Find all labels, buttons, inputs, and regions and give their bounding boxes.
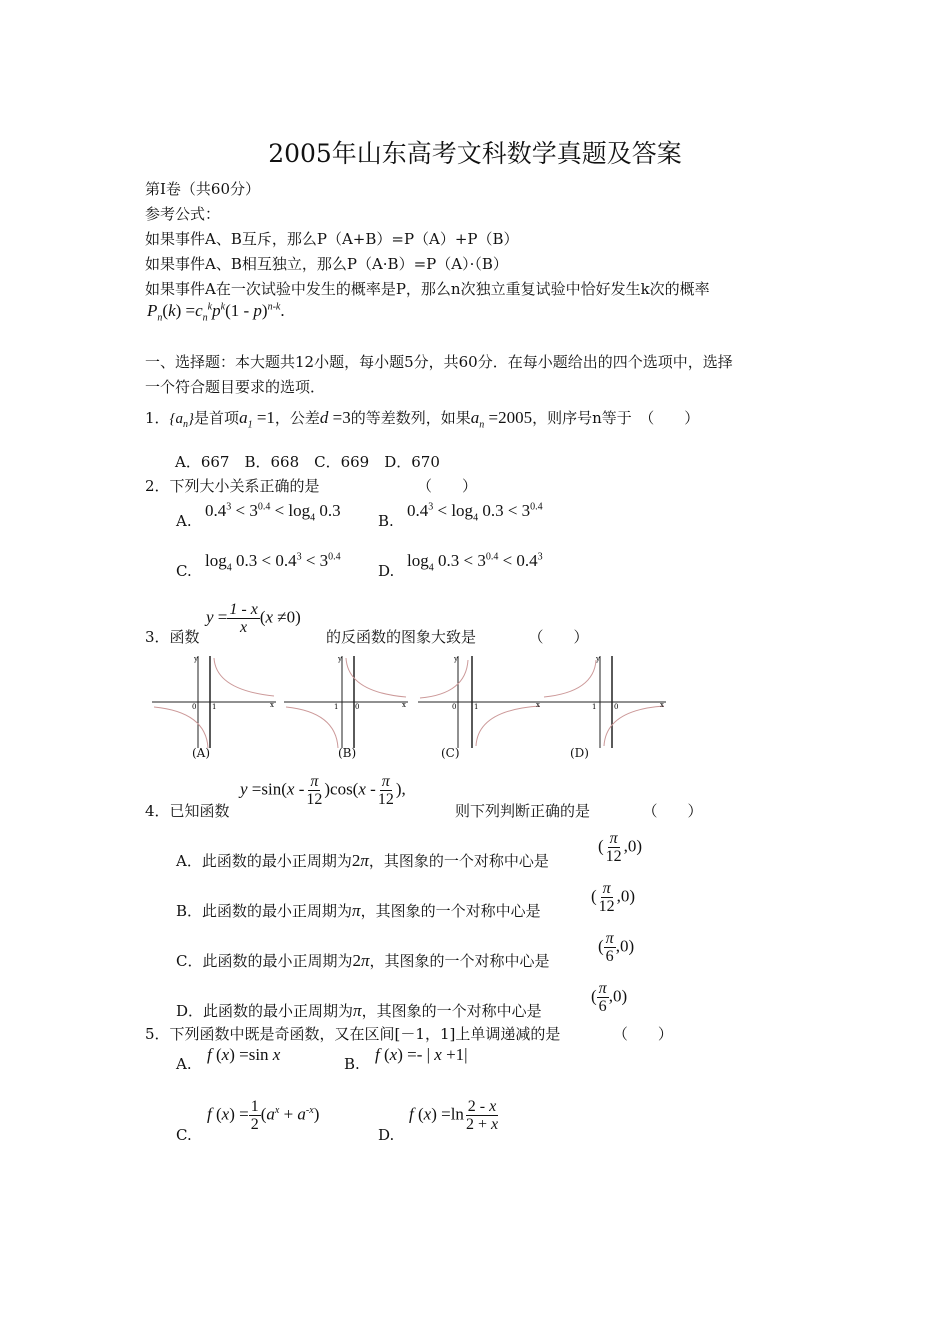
q5-option-c-label: C. [176, 1126, 192, 1144]
q4-option-a-center: ( $\frac{\pi}{12}$ ,0) [598, 830, 643, 865]
svg-text:y: y [338, 655, 342, 663]
svg-text:y: y [454, 655, 458, 663]
formula-binomial: $P_n(k) =c_n^kp^k(1 - p)^{n-k}$. [147, 301, 285, 324]
svg-text:0: 0 [452, 703, 457, 711]
svg-text:x: x [402, 701, 406, 709]
section-heading-line1: 一、选择题：本大题共12小题，每小题5分，共60分．在每小题给出的四个选项中，选择 [145, 353, 733, 371]
q4-option-a-text: A．此函数的最小正周期为 [176, 852, 352, 870]
svg-text:x: x [270, 701, 274, 709]
q2-option-d-math: $\log_4 0.3 < 3^{0.4} < 0.4^3$ [407, 551, 543, 574]
q3-tail: 的反函数的图象大致是 （ ） [326, 628, 589, 646]
graph-a-caption: (A) [192, 746, 211, 760]
q4-prefix: 4．已知函数 [145, 802, 230, 820]
formula-independent: 如果事件A、B相互独立，那么P（A·B）=P（A）·（B） [145, 255, 508, 273]
q4-option-d-text: D．此函数的最小正周期为 [176, 1002, 354, 1020]
svg-text:0: 0 [192, 703, 197, 711]
svg-text:y: y [194, 655, 198, 663]
formula-binomial-text: 如果事件A在一次试验中发生的概率是P，那么n次独立重复试验中恰好发生k次的概率 [145, 280, 710, 298]
q1-number: 1． [145, 409, 170, 427]
q4-option-c-text: C．此函数的最小正周期为 [176, 952, 353, 970]
q4-option-c-mid: ，其图象的一个对称中心是 [369, 952, 550, 970]
svg-text:0: 0 [614, 703, 619, 711]
graph-c [416, 652, 546, 762]
q2-option-c-label: C. [176, 562, 192, 580]
q2-option-c-math: $\log_4 0.3 < 0.4^3 < 3^{0.4}$ [205, 551, 341, 574]
svg-text:1: 1 [212, 703, 217, 711]
svg-text:1: 1 [474, 703, 479, 711]
graph-d-caption: (D) [570, 746, 589, 760]
svg-text:x: x [536, 701, 540, 709]
q2-option-a-label: A. [176, 512, 192, 530]
q2-option-b-math: $0.4^3 < \log_4 0.3 < 3^{0.4}$ [407, 501, 543, 524]
question-1 [145, 408, 699, 435]
q5-option-a-label: A. [176, 1055, 192, 1073]
q5-option-b-label: B. [344, 1055, 360, 1073]
part-heading: 第I卷（共60分） [145, 180, 261, 198]
q4-option-b [176, 901, 541, 921]
section-heading-line2: 一个符合题目要求的选项． [145, 378, 326, 396]
reference-heading: 参考公式： [145, 205, 221, 223]
svg-text:x: x [660, 701, 664, 709]
q4-option-d-period: π [353, 1001, 362, 1020]
q4-tail: 则下列判断正确的是 （ ） [455, 802, 703, 820]
q4-option-d-center: ( $\frac{\pi}{6}$ ,0) [591, 980, 628, 1015]
svg-text:1: 1 [592, 703, 597, 711]
q1-text-2: ，公差 [274, 409, 320, 427]
q4-option-a-mid: ，其图象的一个对称中心是 [368, 852, 549, 870]
graph-c-caption: (C) [441, 746, 460, 760]
q1-difference-math: d =3 [319, 408, 351, 427]
q4-option-c [176, 951, 550, 971]
q1-text-4: ，则序号n等于 （ ） [532, 409, 700, 427]
q4-option-c-center: ( $\frac{\pi}{6}$ ,0) [598, 930, 635, 965]
q5-option-d-label: D. [378, 1126, 395, 1144]
question-5: 5．下列函数中既是奇函数，又在区间[－1，1]上单调递减的是 （ ） [145, 1025, 673, 1043]
q2-option-a-math: $0.4^3 < 3^{0.4} < \log_4 0.3$ [205, 501, 341, 524]
q3-function-math: y = $\frac{1 - x}{x}$ (x ≠0) [206, 601, 301, 636]
q4-function-math: y =sin(x - $\frac{\pi}{12}$ )cos(x - $\frac{\pi}{12}$ ), [240, 773, 406, 808]
q4-option-b-text: B．此函数的最小正周期为 [176, 902, 353, 920]
q2-option-d-label: D. [378, 562, 395, 580]
q1-term-math: $a_n =2005$ [470, 408, 533, 431]
q4-option-b-mid: ，其图象的一个对称中心是 [360, 902, 541, 920]
q5-option-d-math: f (x) =ln $\frac{2 - x}{2 + x}$ [409, 1098, 499, 1133]
svg-text:0: 0 [355, 703, 360, 711]
q2-option-b-label: B. [378, 512, 394, 530]
q1-text-1: 是首项 [194, 409, 240, 427]
graph-b-caption: (B) [338, 746, 357, 760]
q1-options: A．667 B．668 C．669 D．670 [175, 453, 440, 471]
svg-text:1: 1 [334, 703, 339, 711]
question-2: 2．下列大小关系正确的是 （ ） [145, 477, 478, 495]
formula-mutually-exclusive: 如果事件A、B互斥，那么P（A+B）=P（A）+P（B） [145, 230, 519, 248]
q4-option-a-period: 2π [351, 851, 369, 870]
q4-option-b-center: ( $\frac{\pi}{12}$ ,0) [591, 880, 636, 915]
q3-prefix: 3．函数 [145, 628, 200, 646]
q1-first-term-math: $a_1 =1$ [239, 408, 275, 431]
q4-option-d [176, 1001, 542, 1021]
q4-option-c-period: 2π [352, 951, 370, 970]
q4-option-b-period: π [352, 901, 361, 920]
q5-option-c-math: f (x) = $\frac{1}{2}$ $(a^x + a^{-x})$ [207, 1098, 320, 1133]
svg-text:y: y [596, 655, 600, 663]
q1-text-3: 的等差数列，如果 [350, 409, 471, 427]
q5-option-b-math: f (x) =- | x +1| [375, 1045, 468, 1064]
page-title: 2005年山东高考文科数学真题及答案 [268, 139, 682, 168]
q4-option-a [176, 851, 549, 871]
q5-option-a-math: f (x) =sin x [207, 1045, 281, 1064]
graph-a [150, 652, 280, 762]
q4-option-d-mid: ，其图象的一个对称中心是 [361, 1002, 542, 1020]
q1-sequence-math: $\{a_n\}$ [169, 411, 195, 430]
graph-d [540, 652, 670, 762]
